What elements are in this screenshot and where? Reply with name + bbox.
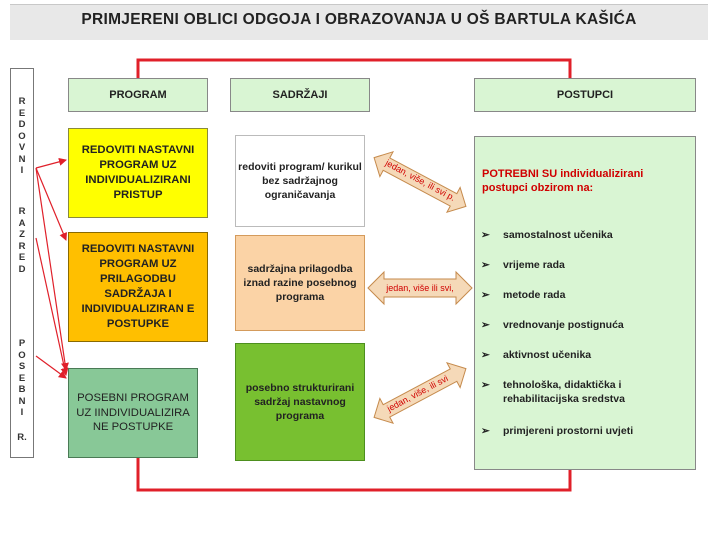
program-box-1 bbox=[68, 128, 208, 218]
content-box-3 bbox=[235, 343, 365, 461]
header-sadrzaji: SADRŽAJI bbox=[230, 78, 370, 112]
arrow-bullet-icon: ➢ bbox=[481, 229, 490, 241]
arrow-bullet-icon: ➢ bbox=[481, 425, 490, 437]
postupci-item-text: metode rada bbox=[503, 289, 566, 301]
content-box-1 bbox=[235, 135, 365, 227]
postupci-item bbox=[481, 228, 693, 242]
postupci-item-text: vrijeme rada bbox=[503, 259, 565, 271]
arrow-label-2: jedan, više ili svi, bbox=[386, 283, 454, 293]
postupci-item-text: tehnološka, didaktička i rehabilitacijska sredstva bbox=[503, 379, 625, 405]
content-text-2: sadržajna prilagodba iznad razine posebnog programa bbox=[243, 263, 357, 303]
program-box-2 bbox=[68, 232, 208, 342]
side-label-r: R. bbox=[17, 432, 27, 443]
arrow-bullet-icon: ➢ bbox=[481, 319, 490, 331]
content-box-2 bbox=[235, 235, 365, 331]
program-text-2: REDOVITI NASTAVNI PROGRAM UZ PRILAGODBU SADRŽAJA I INDIVIDUALIZIRAN E POSTUPKE bbox=[81, 243, 195, 330]
program-box-3 bbox=[68, 368, 198, 458]
page-title: PRIMJERENI OBLICI ODGOJA I OBRAZOVANJA U OŠ BARTULA KAŠIĆA bbox=[81, 11, 637, 28]
header-postupci: POSTUPCI bbox=[474, 78, 696, 112]
arrow-bullet-icon: ➢ bbox=[481, 289, 490, 301]
arrow-label-1: jedan, više, ili svi p. bbox=[383, 157, 457, 203]
arrow-bullet-icon: ➢ bbox=[481, 379, 490, 391]
side-arrow-1 bbox=[36, 160, 66, 168]
arrow-bullet-icon: ➢ bbox=[481, 259, 490, 271]
content-text-1: redoviti program/ kurikul bez sadržajnog ograničavanja bbox=[238, 161, 362, 201]
postupci-item bbox=[481, 288, 693, 302]
top-bracket-line bbox=[138, 60, 570, 78]
postupci-item-text: samostalnost učenika bbox=[503, 229, 613, 241]
side-arrow-5 bbox=[36, 356, 66, 378]
postupci-item bbox=[481, 318, 693, 332]
header-program: PROGRAM bbox=[68, 78, 208, 112]
postupci-item bbox=[481, 348, 693, 362]
arrow-bullet-icon: ➢ bbox=[481, 349, 490, 361]
side-label-posebni: P O S E B N I bbox=[18, 338, 26, 418]
postupci-item bbox=[481, 378, 693, 406]
side-label-redovni: R E D O V N I bbox=[18, 96, 26, 176]
postupci-item-text: vrednovanje postignuća bbox=[503, 319, 624, 331]
side-arrow-4 bbox=[36, 238, 66, 375]
program-text-1: REDOVITI NASTAVNI PROGRAM UZ INDIVIDUALIZIRANI PRISTUP bbox=[81, 144, 195, 201]
content-text-3: posebno strukturirani sadržaj nastavnog programa bbox=[245, 382, 355, 422]
program-text-3: POSEBNI PROGRAM UZ IINDIVIDUALIZIRA NE POSTUPKE bbox=[76, 392, 190, 434]
postupci-item-text: primjereni prostorni uvjeti bbox=[503, 425, 634, 437]
postupci-item bbox=[481, 424, 693, 438]
postupci-heading: POTREBNI SU individualizirani postupci obzirom na: bbox=[482, 168, 644, 194]
side-arrow-2 bbox=[36, 168, 66, 240]
arrow-label-3: jedan, više, ili svi bbox=[385, 373, 450, 414]
side-arrow-3 bbox=[36, 168, 66, 370]
postupci-item bbox=[481, 258, 693, 272]
postupci-item-text: aktivnost učenika bbox=[503, 349, 592, 361]
side-label-razred: R A Z R E D bbox=[18, 206, 26, 275]
